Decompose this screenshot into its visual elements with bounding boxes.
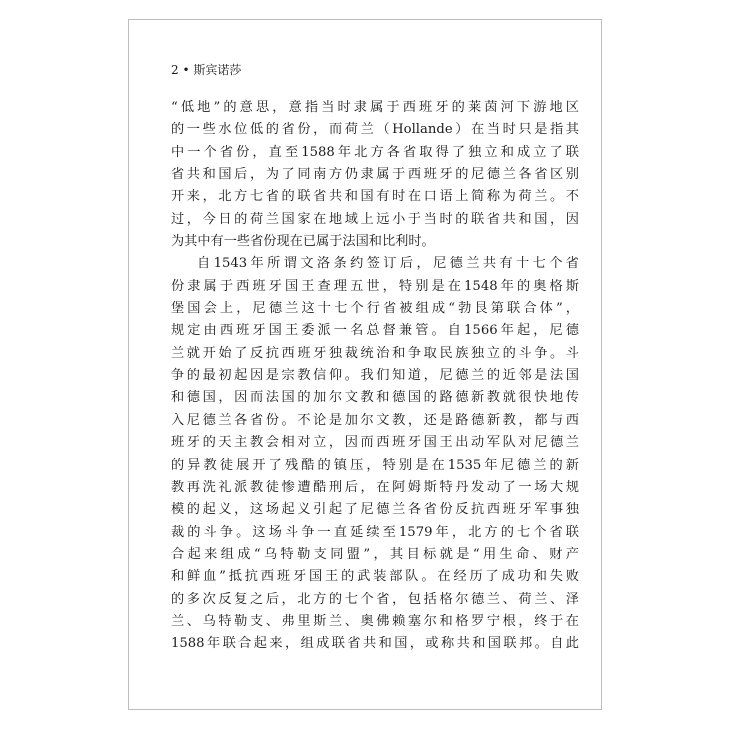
text-line: 省共和国后，为了同南方仍隶属于西班牙的尼德兰各省区别 <box>171 167 579 183</box>
book-page <box>128 19 602 710</box>
text-line: “低地”的意思，意指当时隶属于西班牙的莱茵河下游地区 <box>171 100 579 115</box>
text-line: 争的最初起因是宗教信仰。我们知道，尼德兰的近邻是法国 <box>171 368 579 384</box>
text-line: 裁的斗争。这场斗争一直延续至1579年，北方的七个省联 <box>171 524 579 540</box>
paragraph-1 <box>171 97 579 253</box>
text-line: 兰就开始了反抗西班牙独裁统治和争取民族独立的斗争。斗 <box>171 345 579 361</box>
body-text <box>171 97 579 656</box>
text-line: 的多次反复之后，北方的七个省，包括格尔德兰、荷兰、泽 <box>171 591 579 607</box>
text-line: 班牙的天主教会相对立，因而西班牙国王出动军队对尼德兰 <box>171 435 579 451</box>
text-line: 中一个省份，直至1588年北方各省取得了独立和成立了联 <box>171 144 579 160</box>
text-line: 份隶属于西班牙国王查理五世，特别是在1548年的奥格斯 <box>171 278 579 294</box>
text-line: 开来，北方七省的联省共和国有时在口语上简称为荷兰。不 <box>171 189 579 205</box>
text-line: 兰、乌特勒支、弗里斯兰、奥佛赖塞尔和格罗宁根，终于在 <box>171 613 579 629</box>
text-line: 和德国，因而法国的加尔文教和德国的路德新教就很快地传 <box>171 390 579 406</box>
page-number: 2 <box>171 63 179 77</box>
text-line: 自1543年所谓文洛条约签订后，尼德兰共有十七个省 <box>197 256 579 272</box>
text-line: 的一些水位低的省份，而荷兰（Hollande）在当时只是指其 <box>171 122 579 138</box>
running-header <box>171 61 241 78</box>
text-line: 过，今日的荷兰国家在地域上远小于当时的联省共和国，因 <box>171 211 579 227</box>
header-separator: • <box>182 63 190 77</box>
text-line: 的异教徒展开了残酷的镇压，特别是在1535年尼德兰的新 <box>171 457 579 473</box>
text-line: 教再洗礼派教徒惨遭酷刑后，在阿姆斯特丹发动了一场大规 <box>171 479 579 495</box>
text-line: 合起来组成“乌特勒支同盟”，其目标就是“用生命、财产 <box>171 546 579 562</box>
text-line: 和鲜血”抵抗西班牙国王的武装部队。在经历了成功和失败 <box>171 569 579 585</box>
text-line: 1588年联合起来，组成联省共和国，或称共和国联邦。自此 <box>171 636 579 652</box>
book-title: 斯宾诺莎 <box>193 63 242 77</box>
text-line: 规定由西班牙国王委派一名总督兼管。自1566年起，尼德 <box>171 323 579 339</box>
text-line: 为其中有一些省份现在已属于法国和比利时。 <box>171 234 435 250</box>
text-line: 模的起义，这场起义引起了尼德兰各省份反抗西班牙军事独 <box>171 502 579 518</box>
text-line: 入尼德兰各省份。不论是加尔文教，还是路德新教，都与西 <box>171 412 579 428</box>
paragraph-2 <box>171 253 579 655</box>
text-line: 堡国会上，尼德兰这十七个行省被组成“勃艮第联合体”， <box>171 301 579 317</box>
